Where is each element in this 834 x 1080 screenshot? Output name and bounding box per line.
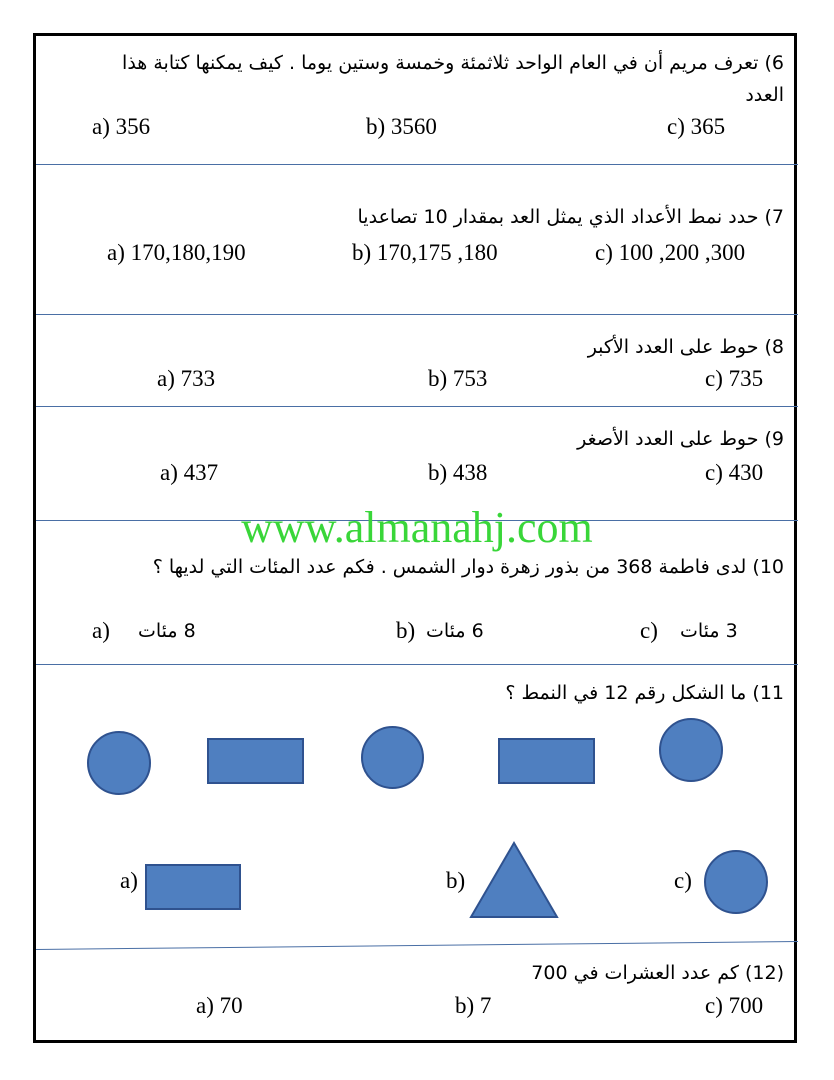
q11-option-a-rectangle[interactable] (145, 864, 241, 910)
q12-question: (12) كم عدد العشرات في 700 (531, 962, 784, 984)
q6-question-line2: العدد (745, 84, 784, 106)
q7-option-b[interactable]: b) 170,175 ,180 (352, 240, 498, 265)
q10-option-a-text[interactable]: 8 مئات (138, 620, 196, 642)
q10-option-c-letter[interactable]: c) (640, 618, 658, 643)
separator (36, 406, 798, 407)
q12-option-c[interactable]: c) 700 (705, 993, 764, 1018)
pattern-circle-3 (659, 718, 723, 782)
q10-option-c-text[interactable]: 3 مئات (680, 620, 738, 642)
separator (36, 664, 798, 665)
q12-option-b[interactable]: b) 7 (455, 993, 492, 1018)
q9-option-b[interactable]: b) 438 (428, 460, 488, 485)
q10-option-b-letter[interactable]: b) (396, 618, 416, 643)
pattern-circle-2 (361, 726, 424, 789)
q11-option-b-triangle[interactable] (469, 841, 559, 919)
pattern-rectangle-2 (498, 738, 595, 784)
watermark-text: www.almanahj.com (241, 503, 593, 552)
q7-option-a[interactable]: a) 170,180,190 (107, 240, 246, 265)
q6-option-c[interactable]: c) 365 (667, 114, 726, 139)
q10-question: 10) لدى فاطمة 368 من بذور زهرة دوار الشمس . فكم عدد المئات التي لديها ؟ (152, 556, 784, 578)
q6-option-a[interactable]: a) 356 (92, 114, 151, 139)
q8-question: 8) حوط على العدد الأكبر (587, 336, 784, 358)
q11-option-c-label[interactable]: c) (674, 868, 692, 893)
q8-option-b[interactable]: b) 753 (428, 366, 488, 391)
q6-question-line1: 6) تعرف مريم أن في العام الواحد ثلاثمئة وخمسة وستين يوما . كيف يمكنها كتابة هذا (122, 52, 784, 74)
q8-option-c[interactable]: c) 735 (705, 366, 764, 391)
q11-option-a-label[interactable]: a) (120, 868, 138, 893)
q9-question: 9) حوط على العدد الأصغر (577, 428, 784, 450)
q9-option-c[interactable]: c) 430 (705, 460, 764, 485)
q9-option-a[interactable]: a) 437 (160, 460, 219, 485)
q11-question: 11) ما الشكل رقم 12 في النمط ؟ (505, 682, 784, 704)
separator (36, 314, 798, 315)
q8-option-a[interactable]: a) 733 (157, 366, 216, 391)
q7-question: 7) حدد نمط الأعداد الذي يمثل العد بمقدار 10 تصاعديا (357, 206, 784, 228)
q10-option-a-letter[interactable]: a) (92, 618, 110, 643)
q12-option-a[interactable]: a) 70 (196, 993, 243, 1018)
q11-option-c-circle[interactable] (704, 850, 768, 914)
q10-option-b-text[interactable]: 6 مئات (426, 620, 484, 642)
separator (36, 164, 798, 165)
q6-option-b[interactable]: b) 3560 (366, 114, 437, 139)
pattern-rectangle-1 (207, 738, 304, 784)
q11-option-b-label[interactable]: b) (446, 868, 466, 893)
pattern-circle-1 (87, 731, 151, 795)
q7-option-c[interactable]: c) 100 ,200 ,300 (595, 240, 746, 265)
